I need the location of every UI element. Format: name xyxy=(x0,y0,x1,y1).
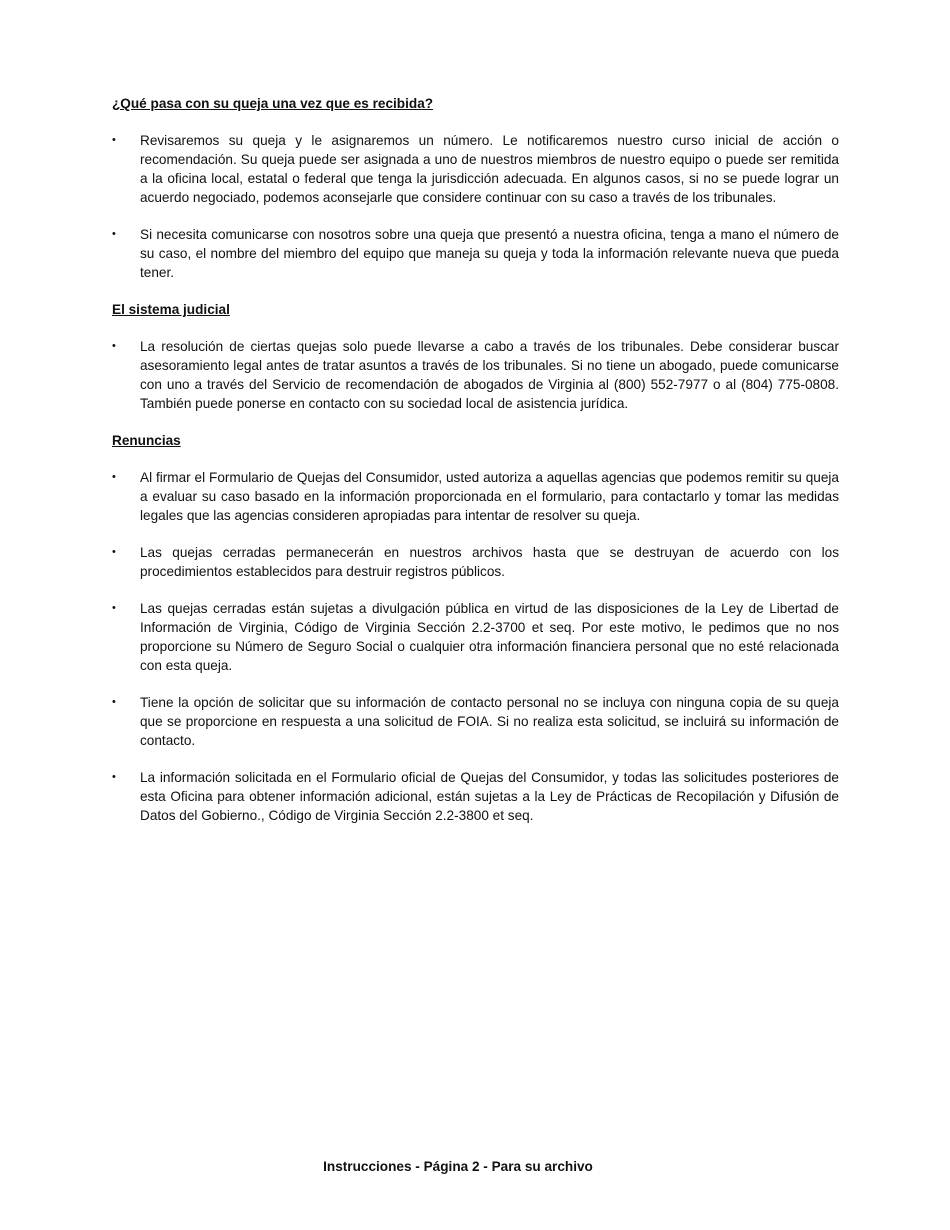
list-item xyxy=(112,468,839,525)
bullet-icon: • xyxy=(112,134,116,146)
document-page xyxy=(112,94,839,843)
section-heading: El sistema judicial xyxy=(112,302,230,317)
section-disclaimers xyxy=(112,431,839,825)
bullet-list xyxy=(112,337,839,413)
list-item xyxy=(112,768,839,825)
list-item-text: Las quejas cerradas permanecerán en nuestros archivos hasta que se destruyan de acuerdo con los procedimientos establecidos para destruir registros públicos. xyxy=(140,545,839,579)
bullet-list xyxy=(112,131,839,282)
bullet-icon: • xyxy=(112,340,116,352)
list-item xyxy=(112,337,839,413)
bullet-list xyxy=(112,468,839,825)
bullet-icon: • xyxy=(112,696,116,708)
section-judicial-system xyxy=(112,300,839,413)
list-item xyxy=(112,693,839,750)
list-item xyxy=(112,225,839,282)
list-item-text: La información solicitada en el Formulario oficial de Quejas del Consumidor, y todas las solicitudes posteriores de esta Oficina para obtener información adicional, están sujetas a la Ley de Prácticas de Recopilación y Difusión de Datos del Gobierno., Código de Virginia Sección 2.2-3800 et seq. xyxy=(140,770,839,823)
list-item-text: Tiene la opción de solicitar que su información de contacto personal no se incluya con ninguna copia de su queja que se proporcione en respuesta a una solicitud de FOIA. Si no realiza esta solicitud, se incluirá su información de contacto. xyxy=(140,695,839,748)
section-heading: ¿Qué pasa con su queja una vez que es recibida? xyxy=(112,96,434,111)
list-item-text: La resolución de ciertas quejas solo puede llevarse a cabo a través de los tribunales. Debe considerar buscar asesoramiento legal antes de tratar asuntos a través de los tribunales. Si no tiene un abogado, puede comunicarse con uno a través del Servicio de recomendación de abogados de Virginia al (800) 552-7977 o al (804) 775-0808. También puede ponerse en contacto con su sociedad local de asistencia jurídica. xyxy=(140,339,839,411)
list-item-text: Las quejas cerradas están sujetas a divulgación pública en virtud de las disposiciones de la Ley de Libertad de Información de Virginia, Código de Virginia Sección 2.2-3700 et seq. Por este motivo, le pedimos que no nos proporcione su Número de Seguro Social o cualquier otra información financiera personal que no esté relacionada con esta queja. xyxy=(140,601,839,673)
bullet-icon: • xyxy=(112,228,116,240)
section-heading: Renuncias xyxy=(112,433,181,448)
list-item-text: Si necesita comunicarse con nosotros sobre una queja que presentó a nuestra oficina, tenga a mano el número de su caso, el nombre del miembro del equipo que maneja su queja y toda la información relevante nueva que pueda tener. xyxy=(140,227,839,280)
bullet-icon: • xyxy=(112,602,116,614)
page-footer: Instrucciones - Página 2 - Para su archivo xyxy=(323,1159,593,1174)
list-item xyxy=(112,599,839,675)
list-item-text: Revisaremos su queja y le asignaremos un número. Le notificaremos nuestro curso inicial de acción o recomendación. Su queja puede ser asignada a uno de nuestros miembros de nuestro equipo o puede ser remitida a la oficina local, estatal o federal que tenga la jurisdicción adecuada. En algunos casos, si no se puede lograr un acuerdo negociado, podemos aconsejarle que considere continuar con su caso a través de los tribunales. xyxy=(140,133,839,205)
list-item-text: Al firmar el Formulario de Quejas del Consumidor, usted autoriza a aquellas agencias que podemos remitir su queja a evaluar su caso basado en la información proporcionada en el formulario, para contactarlo y tomar las medidas legales que las agencias consideren apropiadas para intentar de resolver su queja. xyxy=(140,470,839,523)
bullet-icon: • xyxy=(112,471,116,483)
list-item xyxy=(112,543,839,581)
section-complaint-process xyxy=(112,94,839,282)
list-item xyxy=(112,131,839,207)
bullet-icon: • xyxy=(112,771,116,783)
bullet-icon: • xyxy=(112,546,116,558)
